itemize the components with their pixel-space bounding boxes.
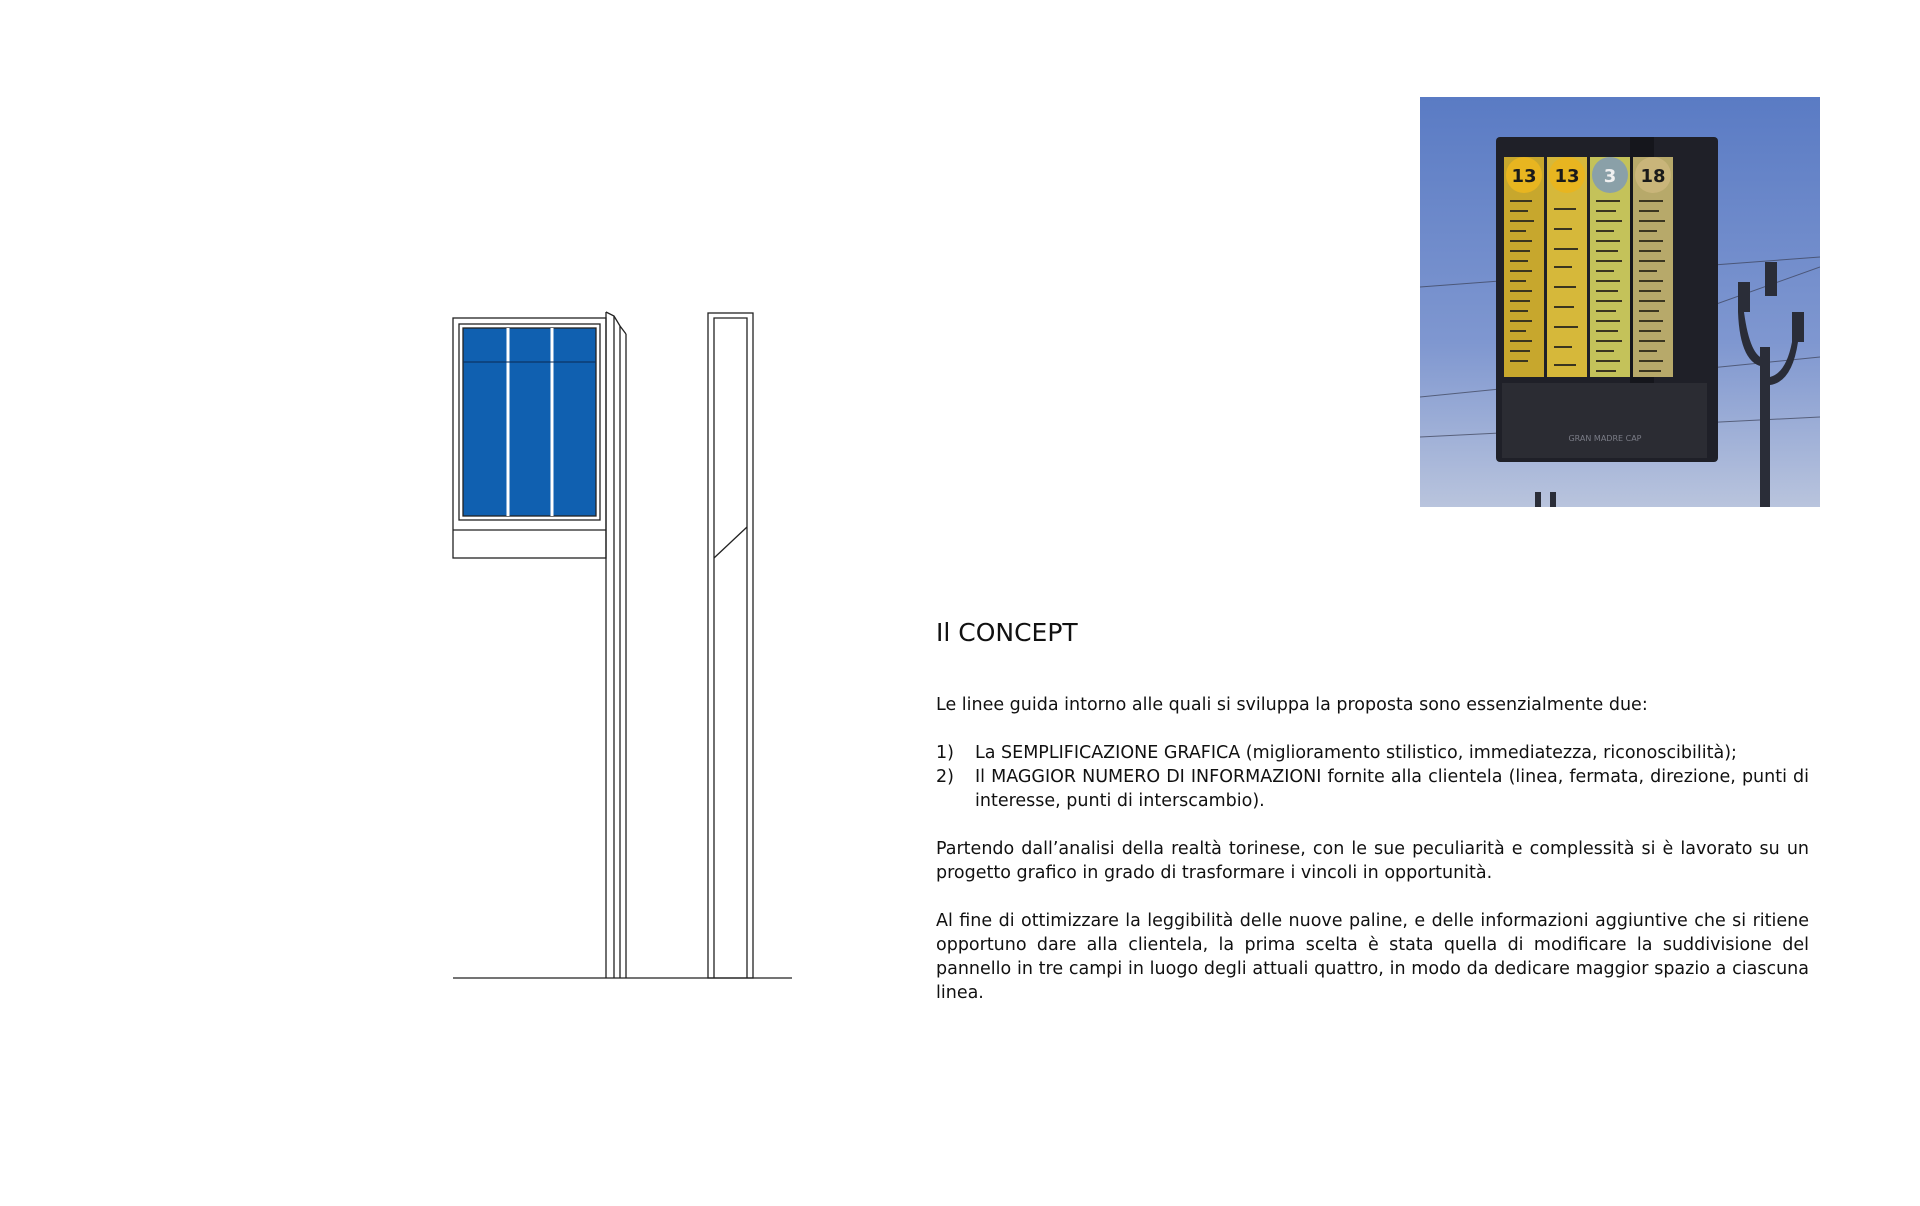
route-3: 3 xyxy=(1603,166,1617,187)
list-item xyxy=(936,741,1809,765)
photo-footer-label: GRAN MADRE CAP xyxy=(1568,434,1642,443)
list-item xyxy=(936,765,1809,813)
existing-sign-photo xyxy=(1420,97,1820,507)
route-13b: 13 xyxy=(1554,166,1580,187)
page-title: Il CONCEPT xyxy=(936,618,1078,647)
intro-paragraph: Le linee guida intorno alle quali si sviluppa la proposta sono essenzialmente due: xyxy=(936,695,1648,715)
list-text: La SEMPLIFICAZIONE GRAFICA (miglioramento stilistico, immediatezza, riconoscibilità); xyxy=(975,743,1737,763)
front-panel-blue xyxy=(463,328,596,516)
list-number: 2) xyxy=(936,767,954,787)
paragraph-analysis: Partendo dall’analisi della realtà torinese, con le sue peculiarità e complessità si è lavorato su un progetto grafico in grado di trasformare i vincoli in opportunità. xyxy=(936,839,1809,883)
concept-text xyxy=(936,618,1809,1005)
side-elevation xyxy=(708,313,753,978)
list-number: 1) xyxy=(936,743,954,763)
route-13a: 13 xyxy=(1511,166,1537,187)
route-18: 18 xyxy=(1640,166,1666,187)
paragraph-readability: Al fine di ottimizzare la leggibilità delle nuove paline, e delle informazioni aggiuntive che si ritiene opportuno dare alla clientela, la prima scelta è stata quella di modificare la suddivisione del pannello in tre campi in luogo degli attuali quattro, in modo da dedicare maggior spazio a ciascuna linea. xyxy=(936,911,1809,1003)
list-text: Il MAGGIOR NUMERO DI INFORMAZIONI fornite alla clientela (linea, fermata, direzione, punti di interesse, punti di interscambio). xyxy=(975,767,1809,811)
